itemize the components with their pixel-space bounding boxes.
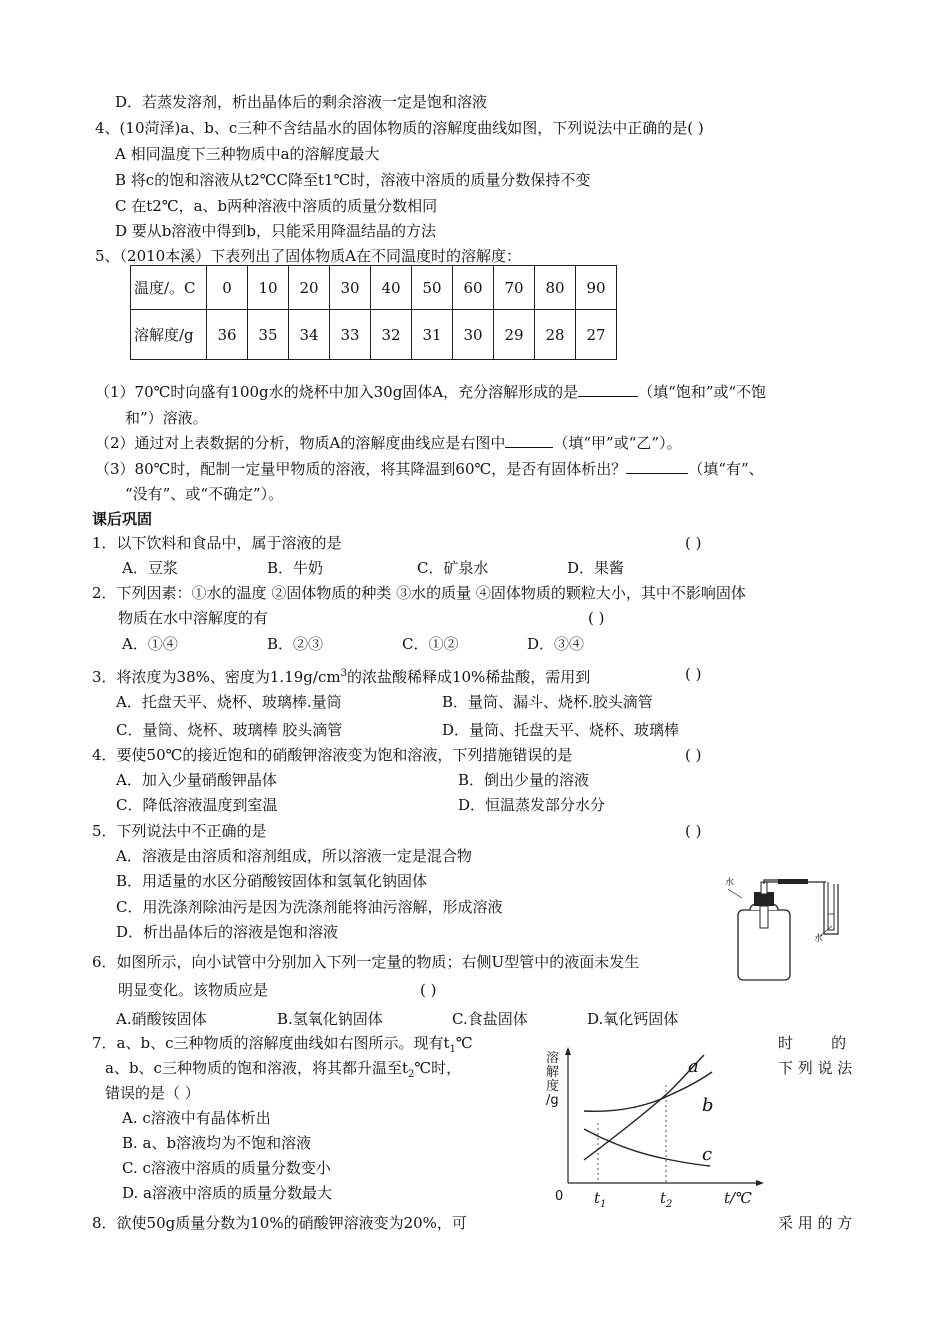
k5-stem: 5．下列说法中不正确的是 xyxy=(92,822,267,840)
graph-ylabel-char: /g xyxy=(546,1093,559,1108)
k7-line2-text2: ℃时， xyxy=(414,1059,462,1077)
table-cell: 40 xyxy=(371,266,412,310)
k6-option: C.食盐固体 xyxy=(452,1010,528,1028)
graph-t2-text: t xyxy=(660,1189,667,1207)
table-cell: 80 xyxy=(535,266,576,310)
k3-option-b: B．量筒、漏斗、烧杯.胶头滴管 xyxy=(442,693,653,711)
graph-t1-sub: 1 xyxy=(600,1199,607,1210)
table-cell: 31 xyxy=(412,310,453,360)
graph-t2-label xyxy=(660,1188,672,1215)
table-cell: 10 xyxy=(248,266,289,310)
k2-option: A．①④ xyxy=(122,635,178,653)
q4-option-b: B 将c的饱和溶液从t2℃C降至t1℃时，溶液中溶质的质量分数保持不变 xyxy=(115,171,591,189)
k7-subscript: 1 xyxy=(449,1044,456,1055)
k7-option-d: D. a溶液中溶质的质量分数最大 xyxy=(122,1184,332,1202)
q5-part3-cont: “没有”、或“不确定”）。 xyxy=(125,485,284,503)
table-cell: 0 xyxy=(207,266,248,310)
table-row xyxy=(131,310,617,360)
curve-c xyxy=(584,1129,713,1166)
table-cell: 29 xyxy=(494,310,535,360)
answer-blank[interactable] xyxy=(578,382,638,397)
table-cell: 90 xyxy=(576,266,617,310)
k8-stem: 8．欲使50g质量分数为10%的硝酸钾溶液变为20%，可 xyxy=(92,1214,467,1232)
k5-paren: ( ) xyxy=(685,822,702,840)
table-header-temp: 温度/。C xyxy=(131,266,207,310)
table-header-solubility: 溶解度/g xyxy=(131,310,207,360)
graph-ylabel-char: 溶 xyxy=(546,1051,560,1066)
q5-part1-hint: （填“饱和”或“不饱 xyxy=(638,383,767,401)
k6-paren: ( ) xyxy=(420,981,437,999)
table-row xyxy=(131,266,617,310)
table-cell: 20 xyxy=(289,266,330,310)
k1-option: C．矿泉水 xyxy=(417,559,489,577)
k5-option-a: A．溶液是由溶质和溶剂组成，所以溶液一定是混合物 xyxy=(116,847,472,865)
k3-stem-text2: 的浓盐酸稀释成10%稀盐酸，需用到 xyxy=(346,668,591,686)
k7-option-a: A. c溶液中有晶体析出 xyxy=(122,1109,271,1127)
q5-part3 xyxy=(95,459,764,479)
k4-option-a: A．加入少量硝酸钾晶体 xyxy=(116,771,277,789)
k3-paren: ( ) xyxy=(685,665,702,683)
k6-option: B.氢氧化钠固体 xyxy=(277,1010,383,1028)
q5-part1 xyxy=(95,382,766,402)
k1-option: A．豆浆 xyxy=(122,559,178,577)
table-cell: 34 xyxy=(289,310,330,360)
graph-xlabel: t/℃ xyxy=(724,1189,752,1207)
k2-stem: 2．下列因素：①水的温度 ②固体物质的种类 ③水的质量 ④固体物质的颗粒大小，其中不影响固体 xyxy=(92,584,746,602)
k1-paren: ( ) xyxy=(685,534,702,552)
k7-option-b: B. a、b溶液均为不饱和溶液 xyxy=(122,1134,312,1152)
table-cell: 36 xyxy=(207,310,248,360)
k6-stem: 6．如图所示，向小试管中分别加入下列一定量的物质；右侧U型管中的液面未发生 xyxy=(92,953,640,971)
k7-option-c: C. c溶液中溶质的质量分数变小 xyxy=(122,1159,331,1177)
curve-label-a: a xyxy=(688,1056,699,1077)
q5-stem: 5、（2010本溪）下表列出了固体物质A在不同温度时的溶解度： xyxy=(95,247,522,265)
q3-option-d: D．若蒸发溶剂，析出晶体后的剩余溶液一定是饱和溶液 xyxy=(115,93,488,111)
k6-option: D.氧化钙固体 xyxy=(587,1010,679,1028)
k6-option: A.硝酸铵固体 xyxy=(116,1010,207,1028)
k4-paren: ( ) xyxy=(685,746,702,764)
q5-part1-text: （1）70℃时向盛有100g水的烧杯中加入30g固体A，充分溶解形成的是 xyxy=(95,383,579,401)
table-cell: 35 xyxy=(248,310,289,360)
k3-stem xyxy=(92,664,590,687)
k1-stem: 1．以下饮料和食品中，属于溶液的是 xyxy=(92,534,342,552)
k1-option: D．果酱 xyxy=(567,559,625,577)
solubility-table xyxy=(130,265,617,360)
graph-ylabel-char: 度 xyxy=(546,1079,560,1094)
curve-a xyxy=(584,1055,704,1160)
k7-line2-text: a、b、c三种物质的饱和溶液，将其都升温至t xyxy=(105,1059,408,1077)
k3-option-d: D．量筒、托盘天平、烧杯、玻璃棒 xyxy=(442,721,680,739)
answer-blank[interactable] xyxy=(626,459,688,474)
q5-part3-hint: （填“有”、 xyxy=(688,460,764,478)
k2-option: D．③④ xyxy=(527,635,585,653)
k3-superscript: 3 xyxy=(340,668,347,679)
table-cell: 28 xyxy=(535,310,576,360)
k1-option: B．牛奶 xyxy=(267,559,324,577)
k7-stem xyxy=(92,1033,473,1060)
table-cell: 70 xyxy=(494,266,535,310)
graph-t1-text: t xyxy=(594,1189,601,1207)
k7-stem-tail: 时 的 xyxy=(778,1034,847,1052)
curve-b xyxy=(584,1072,712,1111)
k3-option-c: C．量筒、烧杯、玻璃棒 胶头滴管 xyxy=(116,721,343,739)
table-cell: 33 xyxy=(330,310,371,360)
k2-stem-cont: 物质在水中溶解度的有 xyxy=(118,609,269,627)
q5-part3-text: （3）80℃时，配制一定量甲物质的溶液，将其降温到60℃，是否有固体析出？ xyxy=(95,460,627,478)
q4-option-a: A 相同温度下三种物质中a的溶解度最大 xyxy=(115,145,380,163)
fig-water-label: 水 xyxy=(725,878,735,888)
k5-option-b: B．用适量的水区分硝酸铵固体和氢氧化钠固体 xyxy=(116,872,428,890)
k6-stem-cont: 明显变化。该物质应是 xyxy=(118,981,269,999)
k4-option-d: D．恒温蒸发部分水分 xyxy=(458,796,606,814)
k5-option-d: D．析出晶体后的溶液是饱和溶液 xyxy=(116,923,339,941)
k4-option-c: C．降低溶液温度到室温 xyxy=(116,796,278,814)
k3-stem-text: 3．将浓度为38%、密度为1.19g/cm xyxy=(92,668,341,686)
q5-part2-text: （2）通过对上表数据的分析，物质A的溶解度曲线应是右图中 xyxy=(95,434,506,452)
table-cell: 30 xyxy=(453,310,494,360)
q5-part1-cont: 和”）溶液。 xyxy=(125,409,208,427)
table-cell: 32 xyxy=(371,310,412,360)
q4-option-c: C 在t2℃，a、b两种溶液中溶质的质量分数相同 xyxy=(115,197,438,215)
curve-label-b: b xyxy=(702,1095,714,1116)
k8-stem-tail: 采 用 的 方 xyxy=(778,1214,853,1232)
section-title: 课后巩固 xyxy=(92,510,153,528)
table-cell: 60 xyxy=(453,266,494,310)
curve-label-c: c xyxy=(702,1144,713,1165)
table-cell: 50 xyxy=(412,266,453,310)
k7-line2 xyxy=(105,1058,461,1085)
table-cell: 30 xyxy=(330,266,371,310)
graph-origin: 0 xyxy=(555,1189,564,1204)
k2-option: B．②③ xyxy=(267,635,324,653)
k2-option: C．①② xyxy=(402,635,459,653)
k4-stem: 4．要使50℃的接近饱和的硝酸钾溶液变为饱和溶液，下列措施错误的是 xyxy=(92,746,573,764)
q5-part2 xyxy=(95,433,682,453)
k7-subscript: 2 xyxy=(407,1069,415,1080)
q4-option-d: D 要从b溶液中得到b，只能采用降温结晶的方法 xyxy=(115,222,437,240)
graph-t1-label xyxy=(594,1188,606,1215)
graph-ylabel-char: 解 xyxy=(546,1065,560,1080)
graph-ylabel xyxy=(546,1052,559,1108)
k5-option-c: C．用洗涤剂除油污是因为洗涤剂能将油污溶解，形成溶液 xyxy=(116,898,503,916)
k7-line2-tail: 下 列 说 法 xyxy=(778,1059,853,1077)
k7-stem-text: 7．a、b、c三种物质的溶解度曲线如右图所示。现有t xyxy=(92,1034,450,1052)
q5-part2-hint: （填“甲”或“乙”）。 xyxy=(553,434,682,452)
k2-paren: ( ) xyxy=(588,609,605,627)
graph-t2-sub: 2 xyxy=(666,1199,673,1210)
k3-option-a: A．托盘天平、烧杯、玻璃棒.量筒 xyxy=(116,693,342,711)
fig-water-label: 水 xyxy=(814,934,824,944)
k7-stem-text2: ℃ xyxy=(455,1034,473,1052)
q4-stem: 4、(10菏泽)a、b、c三种不含结晶水的固体物质的溶解度曲线如图，下列说法中正确的是( ) xyxy=(95,119,704,137)
k7-line3: 错误的是（ ） xyxy=(105,1084,200,1102)
answer-blank[interactable] xyxy=(505,433,553,448)
k4-option-b: B．倒出少量的溶液 xyxy=(458,771,590,789)
apparatus-figure xyxy=(728,878,858,988)
table-cell: 27 xyxy=(576,310,617,360)
